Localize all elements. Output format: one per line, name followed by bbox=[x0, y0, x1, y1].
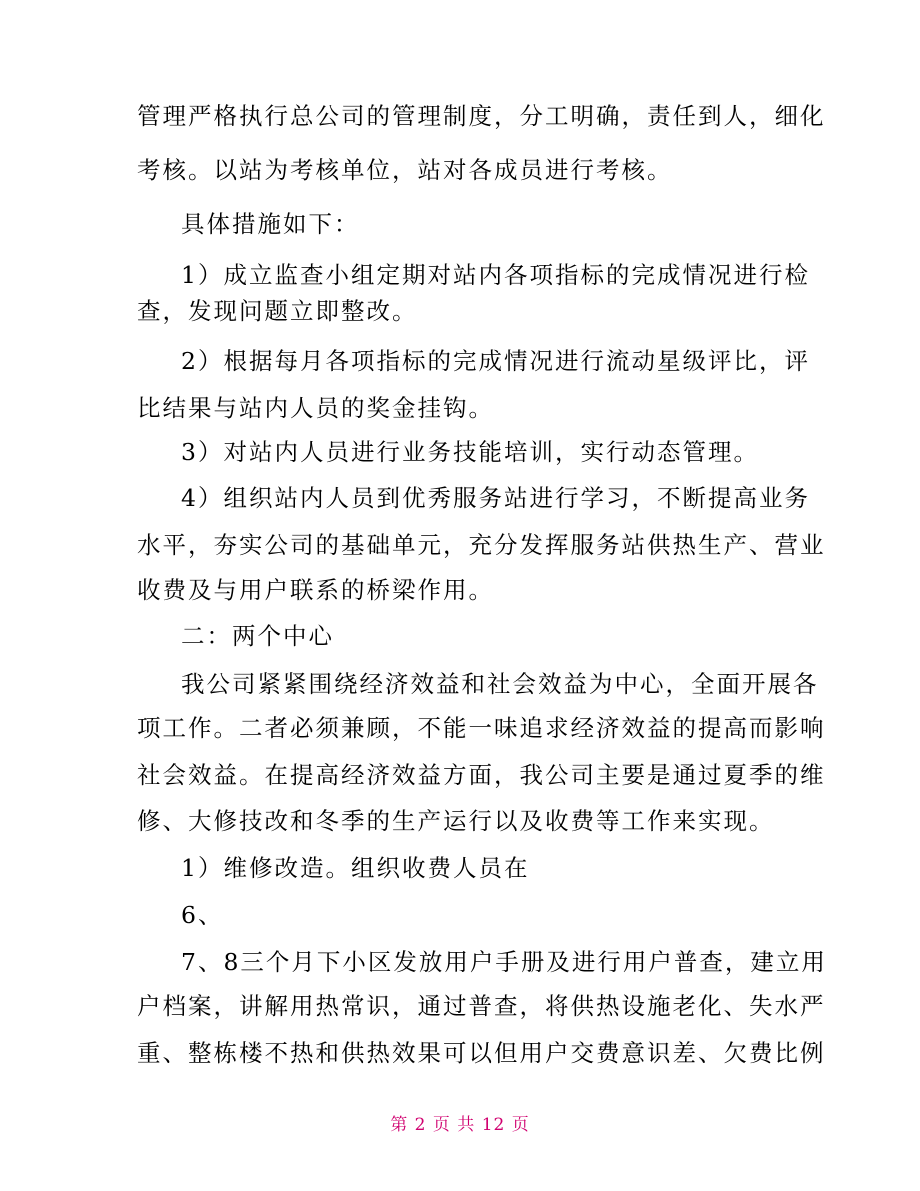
text-line-8: 3）对站内人员进行业务技能培训，实行动态管理。 bbox=[181, 438, 759, 466]
text-line-4: 1）成立监查小组定期对站内各项指标的完成情况进行检 bbox=[181, 261, 810, 289]
text-line-12: 二：两个中心 bbox=[181, 622, 334, 650]
text-line-19: 7、8三个月下小区发放用户手册及进行用户普查，建立用 bbox=[181, 948, 827, 976]
text-line-7: 比结果与站内人员的奖金挂钩。 bbox=[137, 394, 494, 422]
text-line-17: 1）维修改造。组织收费人员在 bbox=[181, 854, 530, 882]
text-line-14: 项工作。二者必须兼顾，不能一味追求经济效益的提高而影响 bbox=[137, 714, 826, 742]
page-number-footer: 第 2 页 共 12 页 bbox=[390, 1115, 530, 1135]
text-line-13: 我公司紧紧围绕经济效益和社会效益为中心，全面开展各 bbox=[181, 670, 819, 698]
text-line-9: 4）组织站内人员到优秀服务站进行学习，不断提高业务 bbox=[181, 484, 810, 512]
text-line-16: 修、大修技改和冬季的生产运行以及收费等工作来实现。 bbox=[137, 807, 775, 835]
text-line-15: 社会效益。在提高经济效益方面，我公司主要是通过夏季的维 bbox=[137, 761, 826, 789]
text-line-2: 考核。以站为考核单位，站对各成员进行考核。 bbox=[137, 156, 673, 184]
text-line-20: 户档案，讲解用热常识，通过普查，将供热设施老化、失水严 bbox=[137, 992, 826, 1020]
text-line-18: 6、 bbox=[181, 901, 224, 929]
text-line-3: 具体措施如下： bbox=[181, 210, 360, 238]
text-line-1: 管理严格执行总公司的管理制度，分工明确，责任到人，细化 bbox=[137, 102, 826, 130]
text-line-5: 查，发现问题立即整改。 bbox=[137, 297, 418, 325]
text-line-6: 2）根据每月各项指标的完成情况进行流动星级评比，评 bbox=[181, 347, 810, 375]
text-line-21: 重、整栋楼不热和供热效果可以但用户交费意识差、欠费比例 bbox=[137, 1039, 826, 1067]
text-line-10: 水平，夯实公司的基础单元，充分发挥服务站供热生产、营业 bbox=[137, 531, 826, 559]
text-line-11: 收费及与用户联系的桥梁作用。 bbox=[137, 576, 494, 604]
